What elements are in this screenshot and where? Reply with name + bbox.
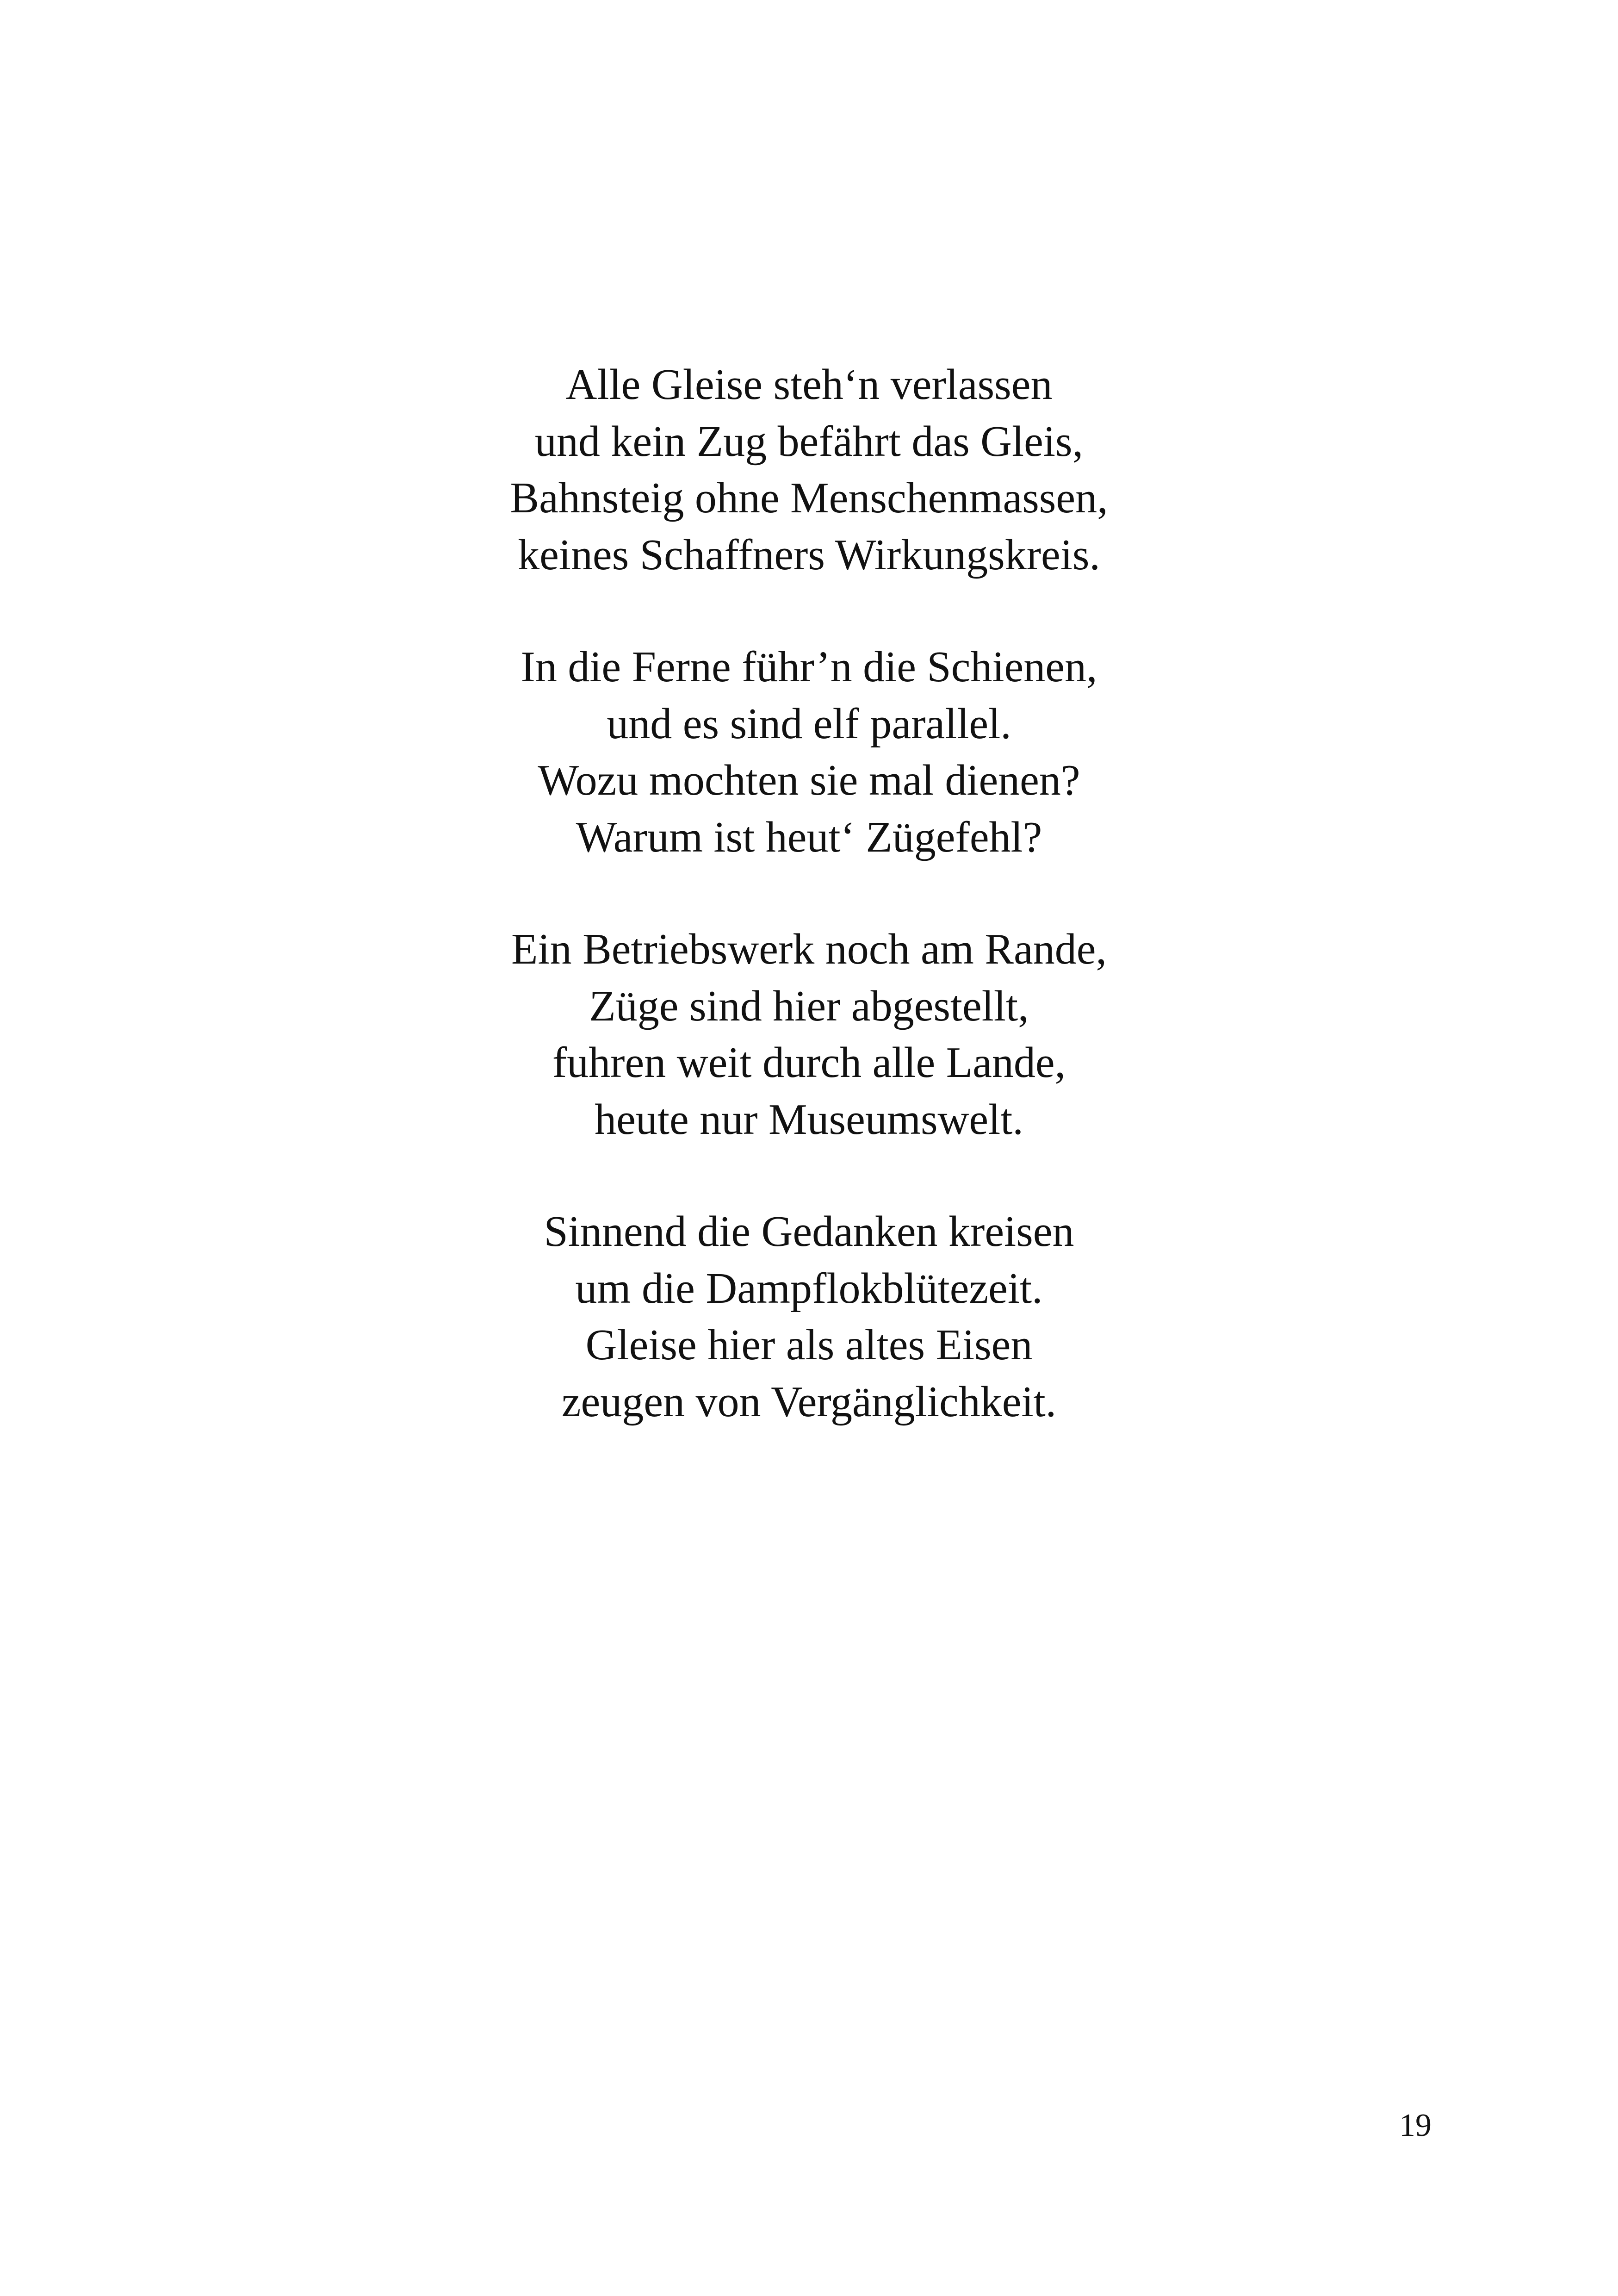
- poem: [0, 356, 1618, 1430]
- poem-line: Warum ist heut‘ Zügefehl?: [576, 813, 1042, 861]
- poem-line: Alle Gleise steh‘n verlassen: [565, 361, 1053, 409]
- poem-line: zeugen von Vergänglichkeit.: [561, 1377, 1057, 1426]
- poem-line: heute nur Museumswelt.: [595, 1095, 1023, 1144]
- page-number: 19: [1399, 2108, 1432, 2143]
- poem-line: Ein Betriebswerk noch am Rande,: [511, 925, 1107, 973]
- stanza: [0, 356, 1618, 583]
- poem-line: und kein Zug befährt das Gleis,: [534, 417, 1084, 466]
- poem-line: Gleise hier als altes Eisen: [585, 1321, 1033, 1369]
- stanza: [0, 639, 1618, 865]
- poem-line: Bahnsteig ohne Menschenmassen,: [510, 474, 1108, 522]
- poem-line: In die Ferne führ’n die Schienen,: [521, 643, 1097, 691]
- stanza: [0, 1203, 1618, 1430]
- poem-line: und es sind elf parallel.: [607, 699, 1011, 748]
- poem-line: Wozu mochten sie mal dienen?: [538, 756, 1080, 804]
- poem-line: Sinnend die Gedanken kreisen: [544, 1207, 1074, 1256]
- stanza: [0, 921, 1618, 1148]
- poem-line: Züge sind hier abgestellt,: [589, 982, 1029, 1030]
- poem-line: um die Dampflokblütezeit.: [575, 1264, 1043, 1313]
- poem-line: fuhren weit durch alle Lande,: [552, 1039, 1066, 1087]
- poem-line: keines Schaffners Wirkungskreis.: [518, 530, 1100, 579]
